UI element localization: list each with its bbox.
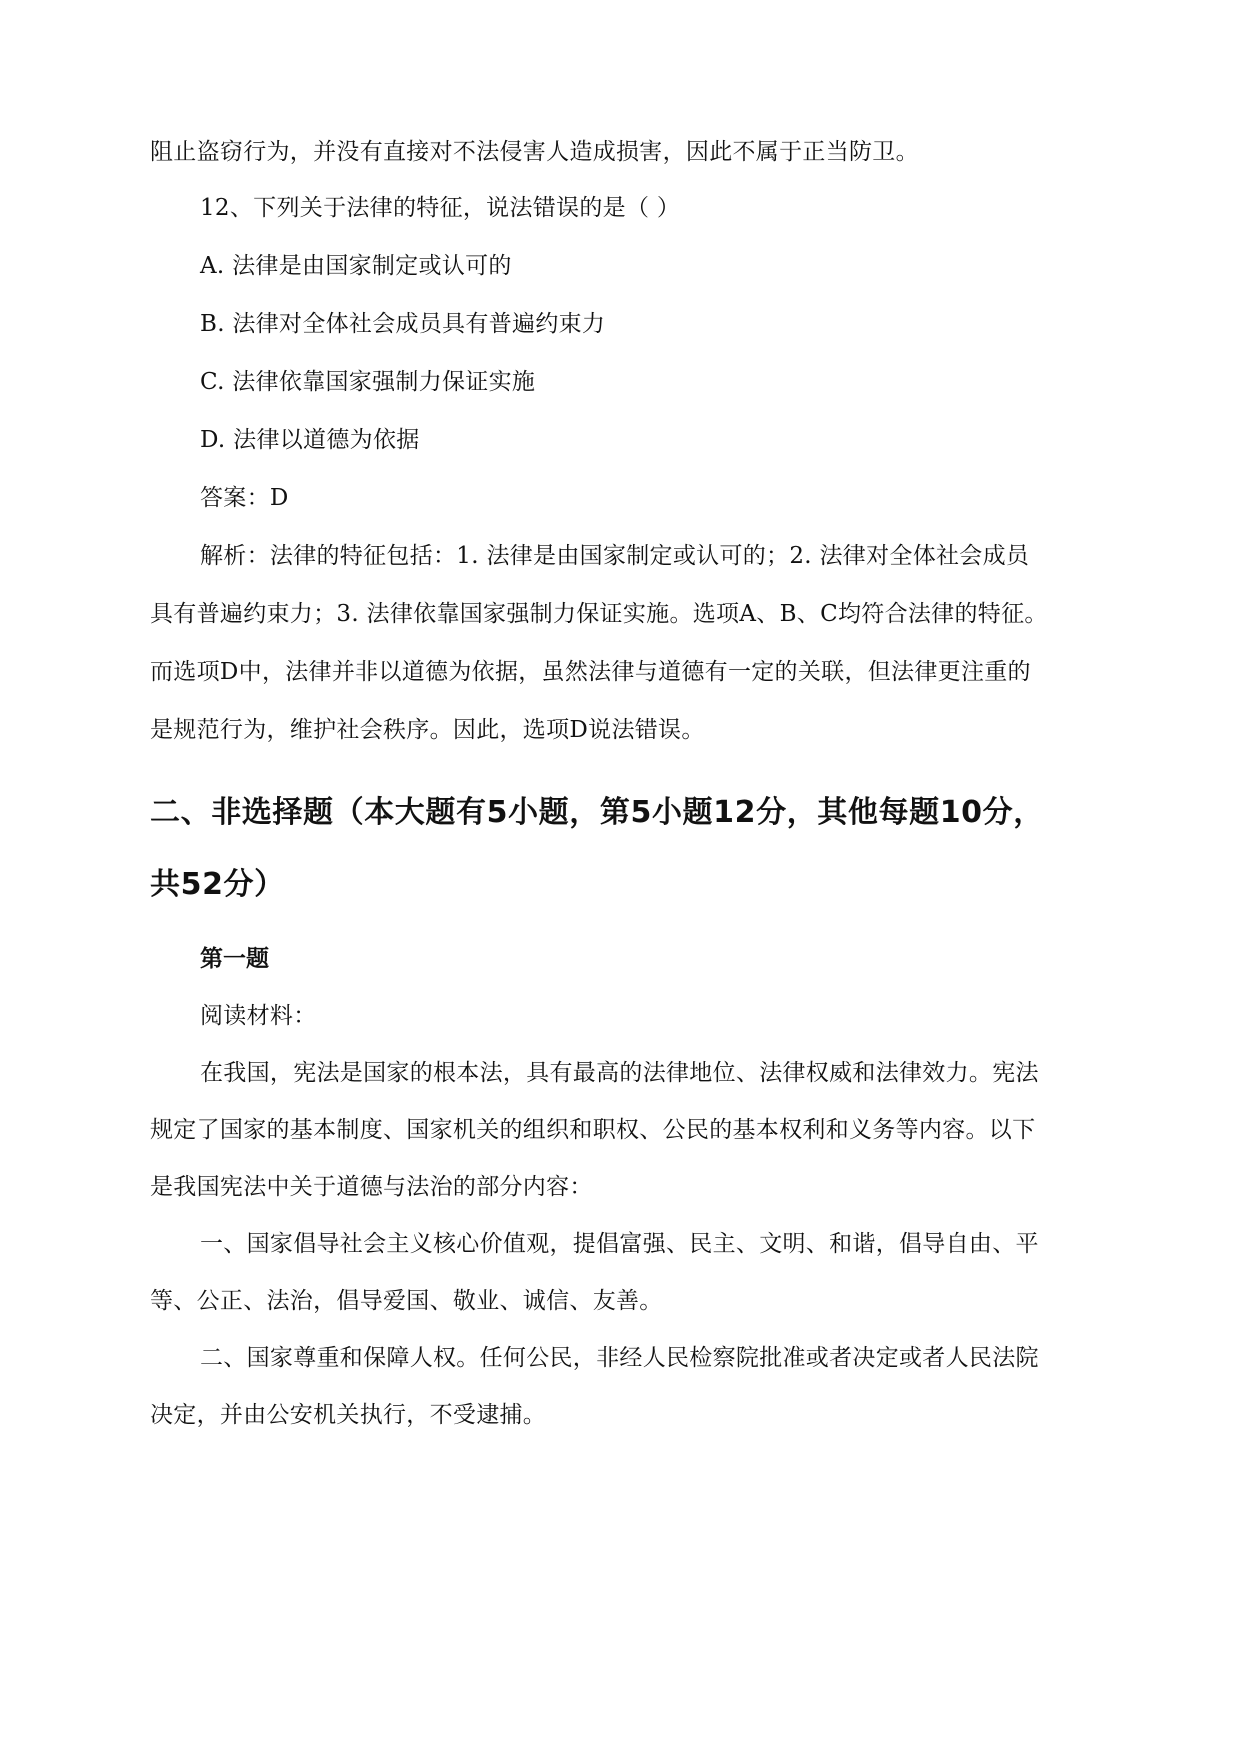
constitution-item-1: 等、公正、法治，倡导爱国、敬业、诚信、友善。 bbox=[150, 1288, 663, 1314]
constitution-item-2: 决定，并由公安机关执行，不受逮捕。 bbox=[150, 1402, 547, 1428]
section-heading: 二、非选择题（本大题有5小题，第5小题12分，其他每题10分， bbox=[150, 795, 1044, 830]
option-c: C. 法律依靠国家强制力保证实施 bbox=[200, 369, 536, 395]
analysis-line: 是规范行为，维护社会秩序。因此，选项D说法错误。 bbox=[150, 717, 705, 743]
constitution-item-2: 二、国家尊重和保障人权。任何公民，非经人民检察院批准或者决定或者人民法院 bbox=[200, 1345, 1039, 1371]
analysis-line: 而选项D中，法律并非以道德为依据，虽然法律与道德有一定的关联，但法律更注重的 bbox=[150, 659, 1031, 685]
section-heading: 共52分） bbox=[150, 867, 285, 902]
paragraph-line: 在我国，宪法是国家的根本法，具有最高的法律地位、法律权威和法律效力。宪法 bbox=[200, 1060, 1039, 1086]
option-d: D. 法律以道德为依据 bbox=[200, 427, 420, 453]
question-12-stem: 12、下列关于法律的特征，说法错误的是（ ） bbox=[200, 195, 681, 221]
question-1-title: 第一题 bbox=[200, 946, 269, 972]
analysis-line: 解析：法律的特征包括：1. 法律是由国家制定或认可的；2. 法律对全体社会成员 bbox=[200, 543, 1030, 569]
constitution-item-1: 一、国家倡导社会主义核心价值观，提倡富强、民主、文明、和谐，倡导自由、平 bbox=[200, 1231, 1039, 1257]
option-b: B. 法律对全体社会成员具有普遍约束力 bbox=[200, 311, 606, 337]
answer-text: 答案：D bbox=[200, 485, 289, 511]
paragraph-line: 规定了国家的基本制度、国家机关的组织和职权、公民的基本权利和义务等内容。以下 bbox=[150, 1117, 1036, 1143]
material-label: 阅读材料： bbox=[200, 1003, 317, 1029]
paragraph-line: 是我国宪法中关于道德与法治的部分内容： bbox=[150, 1174, 593, 1200]
continuation-text: 阻止盗窃行为，并没有直接对不法侵害人造成损害，因此不属于正当防卫。 bbox=[150, 139, 919, 165]
option-a: A. 法律是由国家制定或认可的 bbox=[200, 253, 512, 279]
analysis-line: 具有普遍约束力；3. 法律依靠国家强制力保证实施。选项A、B、C均符合法律的特征。 bbox=[150, 601, 1048, 627]
